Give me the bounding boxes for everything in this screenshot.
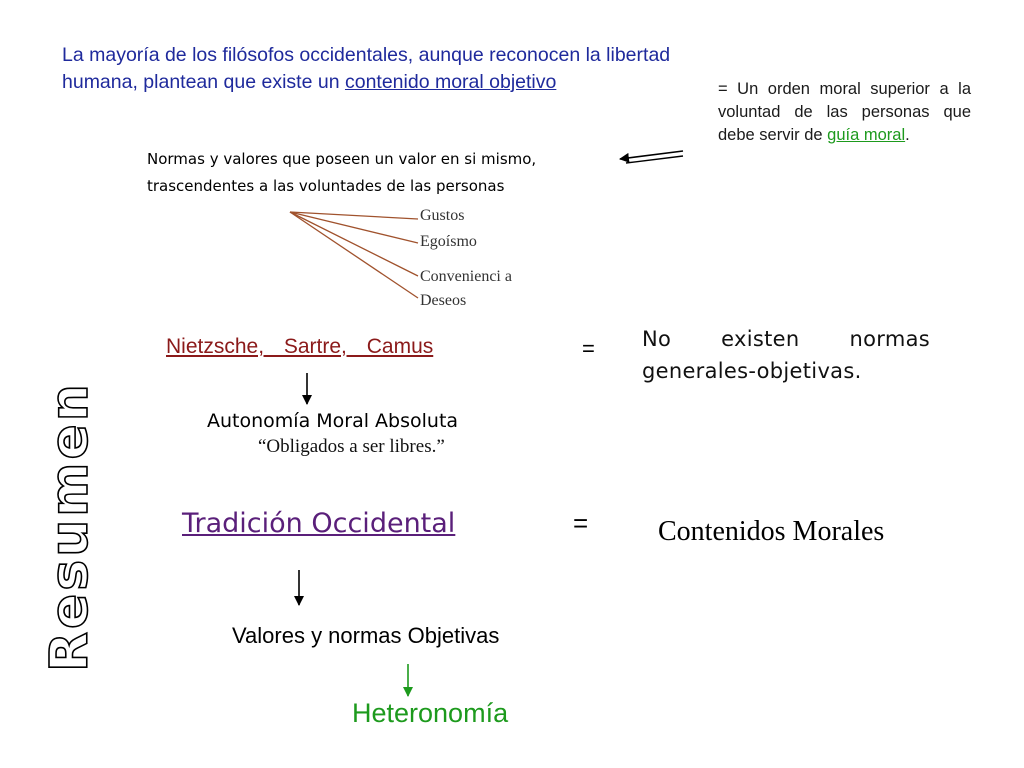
resumen-text: Resumen: [40, 381, 100, 672]
branch-label-gustos: Gustos: [420, 207, 465, 224]
branch-label-conveniencia: Convenienci a: [420, 268, 512, 285]
autonomia-moral-heading: Autonomía Moral Absoluta: [207, 410, 459, 432]
intro-underlined-term: contenido moral objetivo: [344, 71, 557, 93]
obligados-quote: “Obligados a ser libres.”: [258, 436, 445, 457]
valores-normas-objetivas-text: Valores y normas Objetivas: [232, 623, 500, 648]
heteronomia-text: Heteronomía: [352, 698, 509, 728]
branch-label-deseos: Deseos: [420, 292, 467, 309]
branch-line-egoismo: [290, 212, 418, 243]
contenidos-morales-text: Contenidos Morales: [658, 516, 885, 547]
definition-period: .: [905, 126, 910, 144]
branch-line-gustos: [290, 212, 418, 219]
philosophers-names: Nietzsche, Sartre, Camus: [166, 335, 434, 358]
normas-paragraph: Normas y valores que poseen un valor en si mismo, trascendentes a las voluntades de las personas: [147, 150, 537, 195]
resumen-vertical-title: [40, 338, 100, 678]
intro-paragraph: [62, 42, 722, 96]
equals-sign-tradicion: =: [573, 508, 589, 538]
intro-text: La mayoría de los filósofos occidentales, aunque reconocen la libertad humana, plantean que existe un: [62, 44, 671, 93]
definition-text: = Un orden moral superior a la voluntad de las personas que debe servir de: [718, 80, 971, 144]
branch-label-egoismo: Egoísmo: [420, 233, 477, 250]
double-arrow-left-icon: [620, 151, 683, 163]
no-existen-normas-text: No existen normas generales-objetivas.: [642, 327, 930, 383]
branch-lines: [290, 212, 418, 298]
branch-line-deseos: [290, 212, 418, 298]
equals-sign-philosophers: =: [582, 336, 595, 361]
definition-paragraph: [718, 78, 971, 147]
tradicion-occidental-heading: Tradición Occidental: [182, 508, 456, 539]
branch-line-conveniencia: [290, 212, 418, 276]
definition-link-guia-moral: guía moral: [827, 126, 906, 144]
